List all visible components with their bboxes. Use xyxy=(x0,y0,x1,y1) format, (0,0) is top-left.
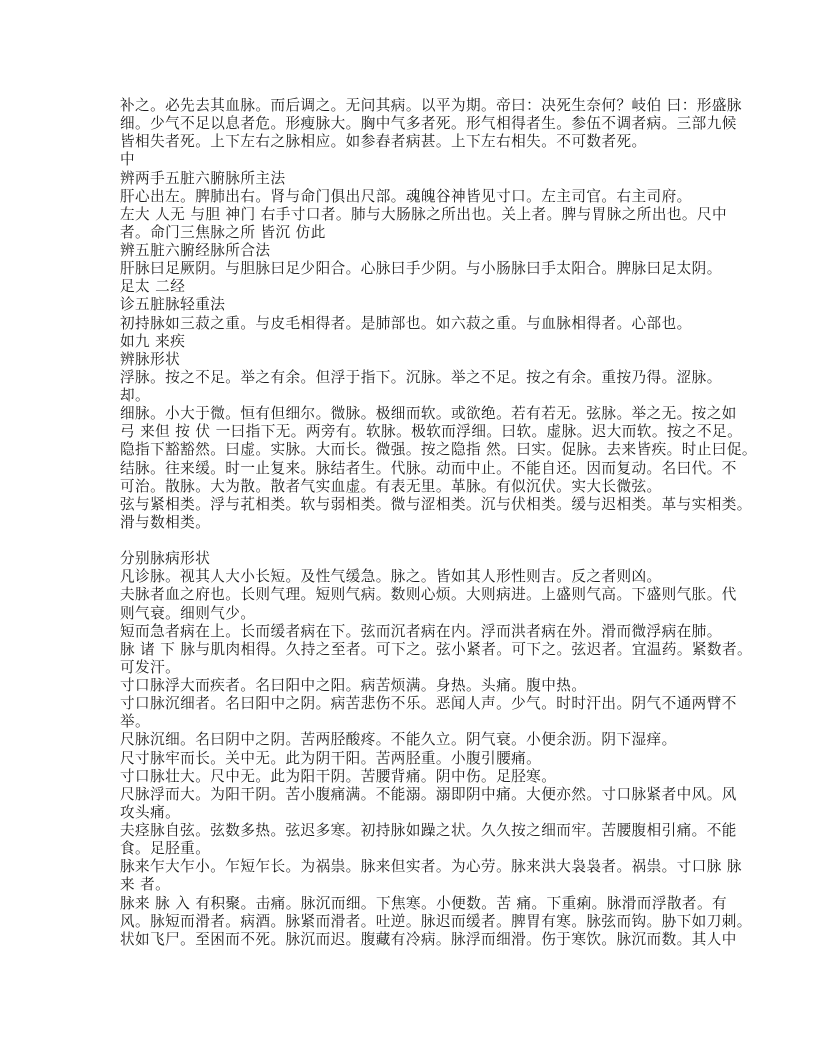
section-heading: 辨两手五脏六腑脉所主法 xyxy=(120,169,286,187)
text-line: 补之。必先去其血脉。而后调之。无问其病。以平为期。帝曰：决死生奈何？岐伯 曰：形盛脉 xyxy=(120,97,742,114)
text-line: 弓 来但 按 伏 一曰指下无。两旁有。软脉。极软而浮细。曰软。虚脉。迟大而软。按之不足。 xyxy=(120,423,743,441)
blank-line xyxy=(120,532,700,550)
text-line: 凡诊脉。视其人大小长短。及性气缓急。脉之。皆如其人形性则吉。反之者则凶。 xyxy=(120,568,662,586)
text-line: 肝心出左。脾肺出右。肾与命门俱出尺部。魂魄谷神皆见寸口。左主司官。右主司府。 xyxy=(120,187,692,205)
text-line: 可发汗。 xyxy=(120,658,181,676)
text-line: 短而急者病在上。长而缓者病在下。弦而沉者病在内。浮而洪者病在外。滑而微浮病在肺。 xyxy=(120,622,722,640)
text-line: 尺寸脉牢而长。关中无。此为阴干阳。苦两胫重。小腹引腰痛。 xyxy=(120,749,542,767)
text-line: 脉来 脉 入 有积聚。击痛。脉沉而细。下焦寒。小便数。苦 痛。下重痢。脉滑而浮散者。有 xyxy=(120,894,728,912)
section-heading: 诊五脏脉轻重法 xyxy=(120,296,226,314)
text-line: 寸口脉沉细者。名曰阳中之阴。病苦悲伤不乐。恶闻人声。少气。时时汗出。阴气不通两臂不 xyxy=(120,695,737,713)
text-line: 则气衰。细则气少。 xyxy=(120,604,256,622)
text-line: 细。少气不足以息者危。形瘦脉大。胸中气多者死。形气相得者生。参伍不调者病。三部九候 xyxy=(120,115,737,133)
text-line: 细脉。小大于微。恒有但细尔。微脉。极细而软。或欲绝。若有若无。弦脉。举之无。按之如 xyxy=(120,405,737,423)
text-line: 脉 诸 下 脉与肌肉相得。久持之至者。可下之。弦小紧者。可下之。弦迟者。宜温药。紧数者。 xyxy=(120,640,753,658)
text-line: 弦与紧相类。浮与芤相类。软与弱相类。微与涩相类。沉与伏相类。缓与迟相类。革与实相类。 xyxy=(120,495,752,513)
text-line: 皆相失者死。上下左右之脉相应。如参舂者病甚。上下左右相失。不可数者死。 xyxy=(120,133,647,151)
text-line: 滑与数相类。 xyxy=(120,513,211,531)
text-line: 来 者。 xyxy=(120,876,171,894)
text-line: 夫脉者血之府也。长则气理。短则气病。数则心烦。大则病进。上盛则气高。下盛则气胀。代 xyxy=(120,586,737,604)
text-line: 脉来乍大乍小。乍短乍长。为祸祟。脉来但实者。为心劳。脉来洪大袅袅者。祸祟。寸口脉 脉 xyxy=(120,858,742,876)
text-line: 攻头痛。 xyxy=(120,803,181,821)
text-line: 如九 来疾 xyxy=(120,332,186,350)
text-line: 左大 人无 与胆 神门 右手寸口者。肺与大肠脉之所出也。关上者。脾与胃脉之所出也。尺中 xyxy=(120,205,728,223)
text-line: 尺脉浮而大。为阳干阴。苦小腹痛满。不能溺。溺即阴中痛。大便亦然。寸口脉紧者中风。风 xyxy=(120,785,737,803)
text-line: 状如飞尸。至困而不死。脉沉而迟。腹藏有冷病。脉浮而细滑。伤于寒饮。脉沉而数。其人中 xyxy=(120,930,737,948)
text-line: 结脉。往来缓。时一止复来。脉结者生。代脉。动而中止。不能自还。因而复动。名曰代。不 xyxy=(120,459,737,477)
text-line: 寸口脉壮大。尺中无。此为阳干阴。苦腰背痛。阴中伤。足胫寒。 xyxy=(120,767,557,785)
section-heading: 辨脉形状 xyxy=(120,350,181,368)
text-line: 足太 二经 xyxy=(120,278,186,296)
section-marker: 中 xyxy=(120,151,136,169)
text-line: 隐指下豁豁然。曰虚。实脉。大而长。微强。按之隐指 然。曰实。促脉。去来皆疾。时止曰促。 xyxy=(120,441,757,459)
text-line: 初持脉如三菽之重。与皮毛相得者。是肺部也。如六菽之重。与血脉相得者。心部也。 xyxy=(120,314,692,332)
text-line: 尺脉沉细。名曰阴中之阴。苦两胫酸疼。不能久立。阴气衰。小便余沥。阴下湿痒。 xyxy=(120,731,677,749)
document-page xyxy=(120,97,757,949)
text-line: 风。脉短而滑者。病酒。脉紧而滑者。吐逆。脉迟而缓者。脾胃有寒。脉弦而钩。胁下如刀刺。 xyxy=(120,912,752,930)
text-line: 夫痉脉自弦。弦数多热。弦迟多寒。初持脉如躁之状。久久按之细而牢。苦腰腹相引痛。不能 xyxy=(120,822,737,839)
section-heading: 辨五脏六腑经脉所合法 xyxy=(120,242,271,259)
text-line: 者。命门三焦脉之所 皆沉 仿此 xyxy=(120,223,326,241)
text-line: 却。 xyxy=(120,387,151,404)
text-line: 寸口脉浮大而疾者。名曰阳中之阳。病苦烦满。身热。头痛。腹中热。 xyxy=(120,677,587,694)
text-line: 食。足胫重。 xyxy=(120,840,211,858)
text-line: 可治。散脉。大为散。散者气实血虚。有表无里。革脉。有似沉伏。实大长微弦。 xyxy=(120,477,662,495)
section-heading: 分别脉病形状 xyxy=(120,550,211,568)
text-line: 肝脉曰足厥阴。与胆脉曰足少阳合。心脉曰手少阴。与小肠脉曰手太阳合。脾脉曰足太阴。 xyxy=(120,260,722,278)
text-line: 浮脉。按之不足。举之有余。但浮于指下。沉脉。举之不足。按之有余。重按乃得。涩脉。 xyxy=(120,368,722,386)
text-line: 举。 xyxy=(120,713,151,731)
